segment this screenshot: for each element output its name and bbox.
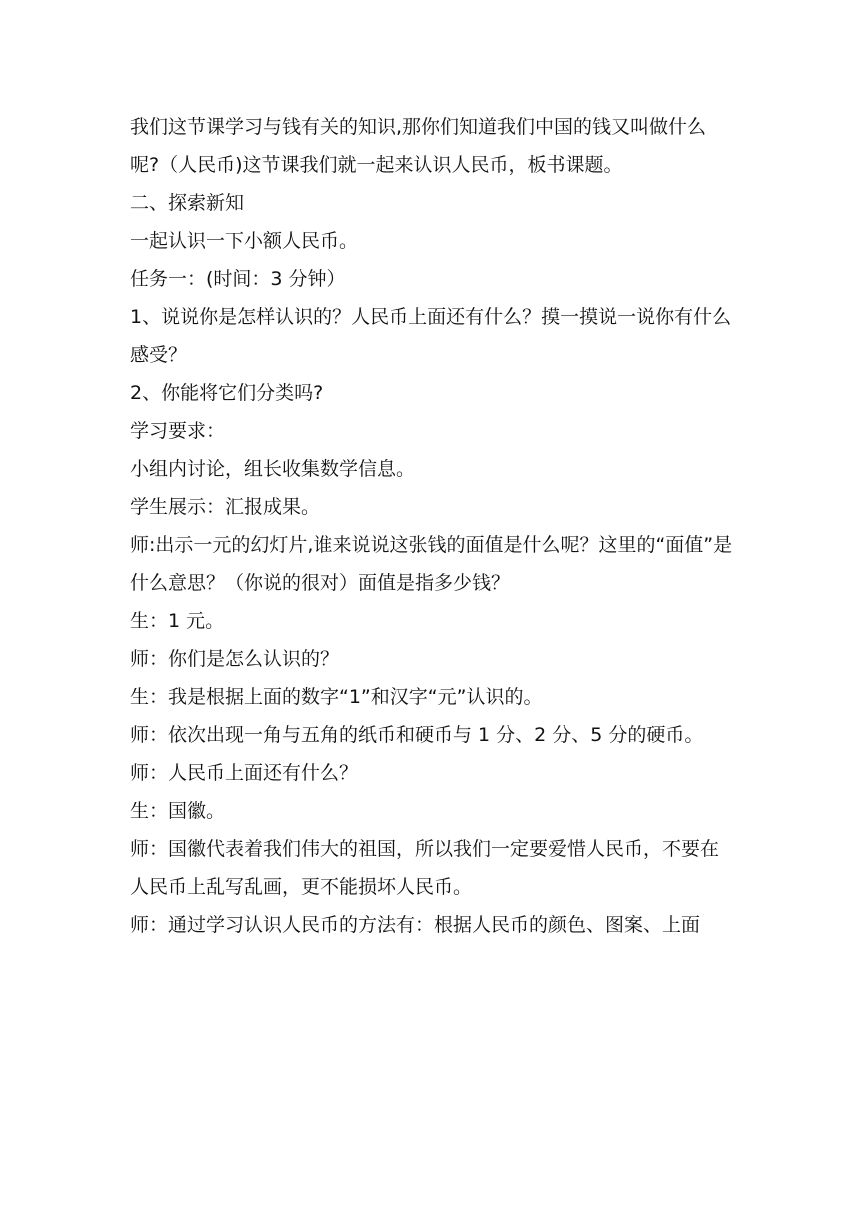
paragraph-small-rmb: 一起认识一下小额人民币。 — [130, 230, 359, 252]
paragraph-student-digits: 生：我是根据上面的数字“1”和汉字“元”认识的。 — [130, 686, 543, 708]
section-heading-explore: 二、探索新知 — [130, 192, 245, 214]
paragraph-requirements-label: 学习要求： — [130, 420, 226, 442]
paragraph-teacher-coins: 师：依次出现一角与五角的纸币和硬币与 1 分、2 分、5 分的硬币。 — [130, 724, 704, 746]
paragraph-task-one: 任务一：(时间：3 分钟） — [130, 268, 346, 290]
paragraph-student-display: 学生展示：汇报成果。 — [130, 496, 321, 518]
paragraph-teacher-slide: 师:出示一元的幻灯片,谁来说说这张钱的面值是什么呢？这里的“面值”是什么意思？（你说的很对）面值是指多少钱？ — [130, 534, 733, 594]
document-body — [130, 108, 734, 944]
paragraph-student-emblem: 生：国徽。 — [130, 800, 226, 822]
paragraph-group-discussion: 小组内讨论，组长收集数学信息。 — [130, 458, 416, 480]
paragraph-question-1: 1、说说你是怎样认识的？人民币上面还有什么？摸一摸说一说你有什么感受？ — [130, 306, 732, 366]
paragraph-teacher-emblem: 师：国徽代表着我们伟大的祖国，所以我们一定要爱惜人民币，不要在人民币上乱写乱画，更不能损坏人民币。 — [130, 838, 720, 898]
paragraph-question-2: 2、你能将它们分类吗? — [130, 382, 324, 404]
paragraph-intro: 我们这节课学习与钱有关的知识,那你们知道我们中国的钱又叫做什么呢?（人民币)这节课我们就一起来认识人民币，板书课题。 — [130, 116, 707, 176]
paragraph-student-one-yuan: 生：1 元。 — [130, 610, 225, 632]
paragraph-teacher-what-else: 师：人民币上面还有什么？ — [130, 762, 359, 784]
paragraph-teacher-how: 师：你们是怎么认识的？ — [130, 648, 340, 670]
paragraph-teacher-methods: 师：通过学习认识人民币的方法有：根据人民币的颜色、图案、上面 — [130, 914, 701, 936]
